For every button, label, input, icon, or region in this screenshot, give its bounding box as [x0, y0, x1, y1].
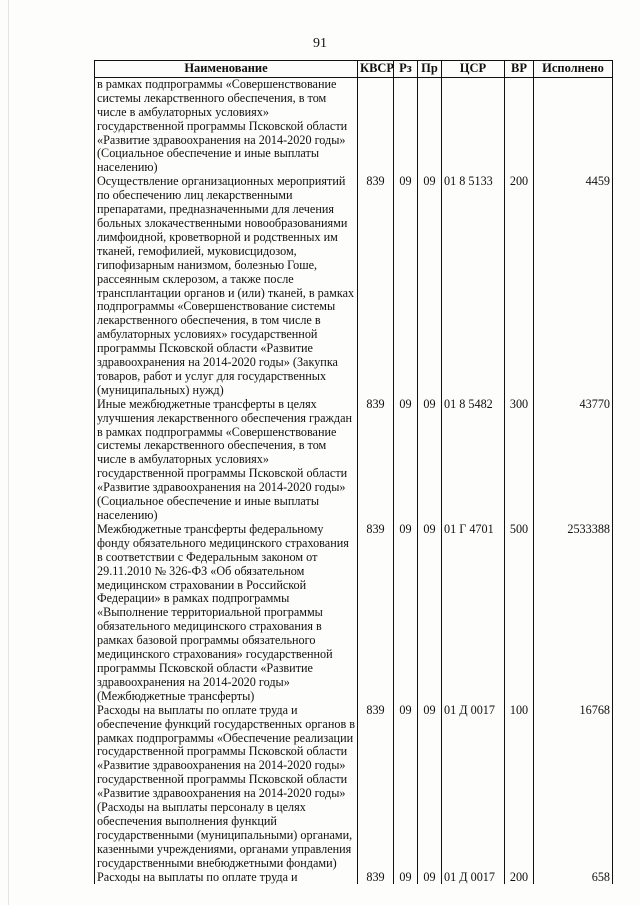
row-name: в рамках подпрограммы «Совершенствование системы лекарственного обеспечения, в том числе в амбулаторных условиях» государственной программы Псковской области «Развитие здравоохранения на 2014-2020 годы» (Социальное обеспечение и иные выплаты населению)	[95, 77, 358, 175]
row-csr: 01 8 5482	[442, 398, 505, 523]
table-row	[95, 398, 613, 523]
header-rz: Рз	[394, 61, 418, 78]
table-row	[95, 704, 613, 871]
row-pr: 09	[418, 398, 442, 523]
row-vr: 200	[505, 871, 534, 885]
row-rz	[394, 77, 418, 175]
row-amount: 43770	[534, 398, 613, 523]
header-name: Наименование	[95, 61, 358, 78]
row-rz: 09	[394, 175, 418, 398]
row-pr: 09	[418, 704, 442, 871]
row-rz: 09	[394, 704, 418, 871]
row-csr: 01 8 5133	[442, 175, 505, 398]
header-vr: ВР	[505, 61, 534, 78]
row-amount	[534, 77, 613, 175]
table-row	[95, 175, 613, 398]
row-csr: 01 Д 0017	[442, 704, 505, 871]
row-kvsr: 839	[358, 175, 394, 398]
row-pr: 09	[418, 871, 442, 885]
page-number: 91	[313, 36, 327, 51]
row-csr: 01 Г 4701	[442, 523, 505, 704]
table-row	[95, 77, 613, 175]
row-name: Расходы на выплаты по оплате труда и	[95, 871, 358, 885]
row-pr: 09	[418, 523, 442, 704]
row-vr: 200	[505, 175, 534, 398]
row-kvsr: 839	[358, 871, 394, 885]
row-pr: 09	[418, 175, 442, 398]
row-csr: 01 Д 0017	[442, 871, 505, 885]
row-vr: 300	[505, 398, 534, 523]
row-kvsr: 839	[358, 398, 394, 523]
scan-margin-line	[8, 0, 9, 905]
row-amount: 4459	[534, 175, 613, 398]
row-amount: 16768	[534, 704, 613, 871]
row-name: Межбюджетные трансферты федеральному фонду обязательного медицинского страхования в соответствии с Федеральным законом от 29.11.2010 № 326-ФЗ «Об обязательном медицинском страховании в Российской Федерации» в рамках подпрограммы «Выполнение территориальной программы обязательного медицинского страхования в рамках базовой программы обязательного медицинского страхования» государственной программы Псковской области «Развитие здравоохранения на 2014-2020 годы» (Межбюджетные трансферты)	[95, 523, 358, 704]
row-vr: 100	[505, 704, 534, 871]
row-pr	[418, 77, 442, 175]
row-kvsr: 839	[358, 523, 394, 704]
row-amount: 2533388	[534, 523, 613, 704]
row-name: Осуществление организационных мероприятий по обеспечению лиц лекарственными препаратами, предназначенными для лечения больных злокачественными новообразованиями лимфоидной, кроветворной и родственных им тканей, гемофилией, муковисцидозом, гипофизарным нанизмом, болезнью Гоше, рассеянным склерозом, а также после трансплантации органов и (или) тканей, в рамках подпрограммы «Совершенствование системы лекарственного обеспечения, в том числе в амбулаторных условиях» государственной программы Псковской области «Развитие здравоохранения на 2014-2020 годы» (Закупка товаров, работ и услуг для государственных (муниципальных) нужд)	[95, 175, 358, 398]
table-row	[95, 871, 613, 885]
row-name: Иные межбюджетные трансферты в целях улучшения лекарственного обеспечения граждан в рамках подпрограммы «Совершенствование системы лекарственного обеспечения, в том числе в амбулаторных условиях» государственной программы Псковской области «Развитие здравоохранения на 2014-2020 годы» (Социальное обеспечение и иные выплаты населению)	[95, 398, 358, 523]
header-kvsr: КВСР	[358, 61, 394, 78]
row-rz: 09	[394, 523, 418, 704]
row-rz: 09	[394, 398, 418, 523]
table-row	[95, 523, 613, 704]
row-name: Расходы на выплаты по оплате труда и обеспечение функций государственных органов в рамках подпрограммы «Обеспечение реализации государственной программы Псковской области «Развитие здравоохранения на 2014-2020 годы» государственной программы Псковской области «Развитие здравоохранения на 2014-2020 годы» (Расходы на выплаты персоналу в целях обеспечения выполнения функций государственными (муниципальными) органами, казенными учреждениями, органами управления государственными внебюджетными фондами)	[95, 704, 358, 871]
row-amount: 658	[534, 871, 613, 885]
row-vr	[505, 77, 534, 175]
table-header-row	[95, 61, 613, 78]
row-rz: 09	[394, 871, 418, 885]
header-amount: Исполнено	[534, 61, 613, 78]
row-csr	[442, 77, 505, 175]
header-csr: ЦСР	[442, 61, 505, 78]
header-pr: Пр	[418, 61, 442, 78]
row-kvsr: 839	[358, 704, 394, 871]
budget-table	[94, 60, 613, 884]
row-kvsr	[358, 77, 394, 175]
row-vr: 500	[505, 523, 534, 704]
